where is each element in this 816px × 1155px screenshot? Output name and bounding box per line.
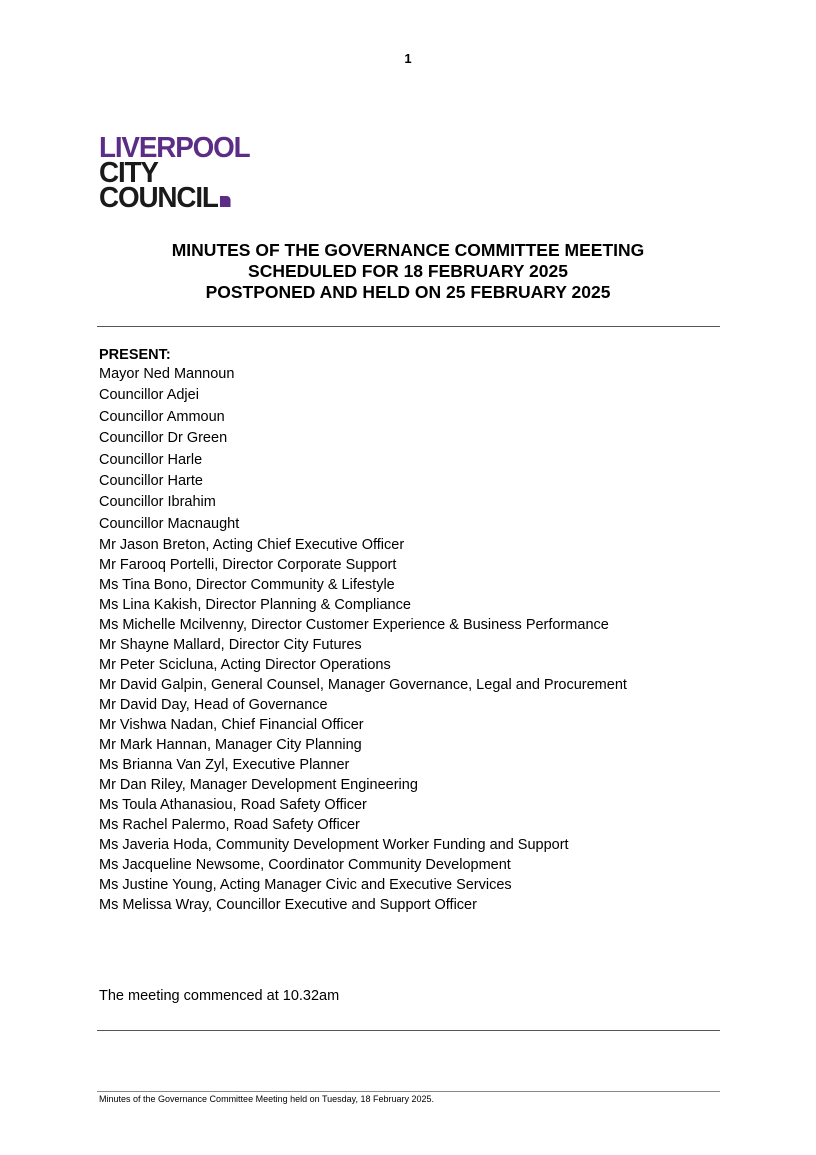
attendee-item: Ms Javeria Hoda, Community Development Worker Funding and Support — [99, 837, 569, 854]
logo-mark-icon — [220, 196, 231, 207]
title-line-3: POSTPONED AND HELD ON 25 FEBRUARY 2025 — [205, 282, 611, 302]
liverpool-city-council-logo — [99, 132, 256, 214]
document-title — [0, 240, 816, 303]
attendee-item: Mr Vishwa Nadan, Chief Financial Officer — [99, 717, 364, 734]
attendee-item: Ms Rachel Palermo, Road Safety Officer — [99, 817, 360, 834]
attendee-item: Ms Melissa Wray, Councillor Executive and Support Officer — [99, 897, 477, 914]
attendee-item: Mr Dan Riley, Manager Development Engineering — [99, 777, 418, 794]
attendee-item: Mr Jason Breton, Acting Chief Executive Officer — [99, 537, 405, 554]
attendee-item: Ms Justine Young, Acting Manager Civic and Executive Services — [99, 877, 512, 894]
meeting-commenced-text: The meeting commenced at 10.32am — [99, 988, 340, 1004]
attendee-item: Ms Brianna Van Zyl, Executive Planner — [99, 757, 350, 774]
footer-rule — [97, 1091, 720, 1092]
divider-top — [97, 326, 720, 327]
attendee-item: Councillor Dr Green — [99, 430, 228, 447]
attendee-list — [99, 364, 627, 915]
logo-line-1: LIVERPOOL — [99, 132, 250, 164]
logo-line-3-text: COUNCIL — [99, 182, 218, 214]
logo-line-3 — [99, 182, 250, 214]
attendee-item: Councillor Ibrahim — [99, 494, 216, 511]
attendee-item: Mr Shayne Mallard, Director City Futures — [99, 637, 362, 654]
attendee-item: Councillor Harle — [99, 451, 203, 468]
attendee-item: Ms Tina Bono, Director Community & Lifestyle — [99, 577, 395, 594]
attendee-item: Councillor Ammoun — [99, 408, 225, 425]
attendee-item: Mr Mark Hannan, Manager City Planning — [99, 737, 362, 754]
attendee-item: Mayor Ned Mannoun — [99, 366, 235, 382]
attendee-item: Councillor Macnaught — [99, 515, 240, 532]
present-section — [99, 347, 627, 915]
attendee-item: Mr David Galpin, General Counsel, Manager Governance, Legal and Procurement — [99, 677, 627, 694]
attendee-item: Mr Farooq Portelli, Director Corporate Support — [99, 557, 397, 574]
attendee-item: Councillor Adjei — [99, 387, 199, 404]
present-heading: PRESENT: — [99, 347, 171, 363]
attendee-item: Councillor Harte — [99, 472, 203, 489]
attendee-item: Ms Michelle Mcilvenny, Director Customer Experience & Business Performance — [99, 617, 609, 634]
attendee-item: Ms Jacqueline Newsome, Coordinator Community Development — [99, 857, 511, 874]
page-number: 1 — [404, 51, 412, 66]
page-footer: Minutes of the Governance Committee Meeting held on Tuesday, 18 February 2025. — [99, 1094, 435, 1104]
logo-line-2: CITY — [99, 157, 158, 189]
attendee-item: Mr Peter Scicluna, Acting Director Operations — [99, 657, 391, 674]
divider-bottom — [97, 1030, 720, 1031]
attendee-item: Mr David Day, Head of Governance — [99, 697, 328, 714]
title-line-1: MINUTES OF THE GOVERNANCE COMMITTEE MEETING — [171, 240, 645, 260]
title-line-2: SCHEDULED FOR 18 FEBRUARY 2025 — [248, 261, 568, 281]
attendee-item: Ms Toula Athanasiou, Road Safety Officer — [99, 797, 367, 814]
attendee-item: Ms Lina Kakish, Director Planning & Compliance — [99, 597, 411, 614]
